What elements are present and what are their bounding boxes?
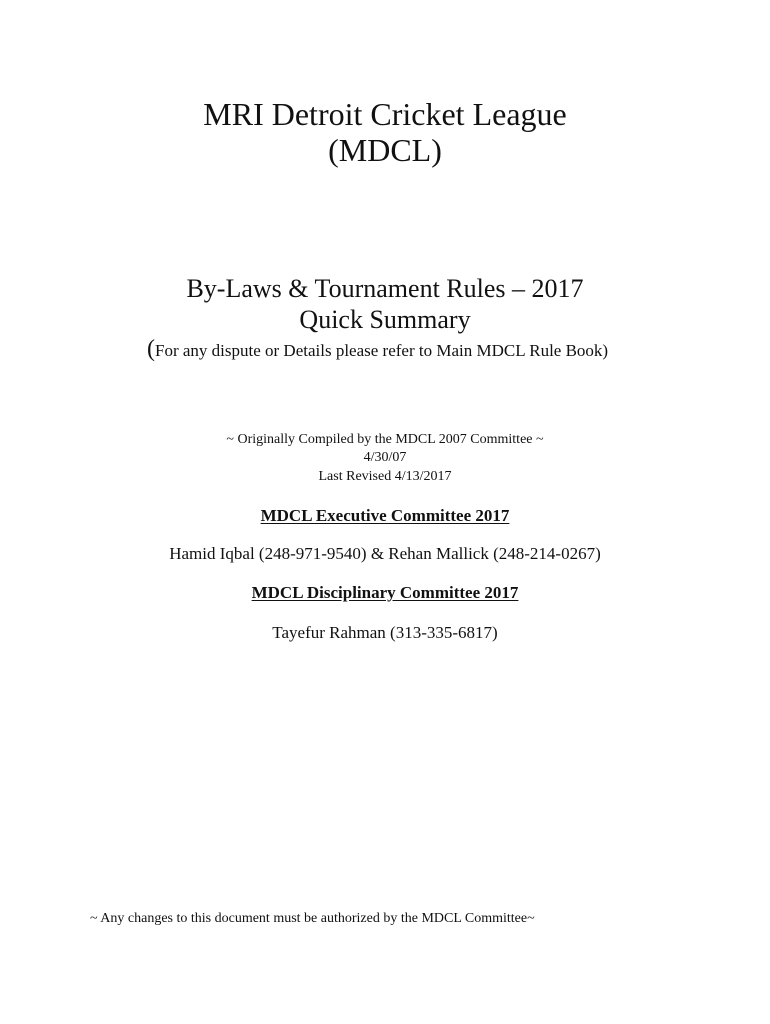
footer-note: ~ Any changes to this document must be authorized by the MDCL Committee~ xyxy=(90,911,535,926)
league-title: MRI Detroit Cricket League xyxy=(203,96,567,132)
rule-book-note-text: For any dispute or Details please refer to Main MDCL Rule Book) xyxy=(155,341,609,360)
rule-book-note-paren: ( xyxy=(147,336,155,362)
league-abbreviation: (MDCL) xyxy=(328,132,442,168)
compiled-date: 4/30/07 xyxy=(363,450,407,465)
rules-subtitle: Quick Summary xyxy=(299,305,471,334)
executive-committee-members: Hamid Iqbal (248-971-9540) & Rehan Mallick (248-214-0267) xyxy=(169,544,601,563)
rules-title: By-Laws & Tournament Rules – 2017 xyxy=(186,274,584,303)
disciplinary-committee-members: Tayefur Rahman (313-335-6817) xyxy=(272,623,498,642)
rule-book-note xyxy=(147,337,608,361)
disciplinary-committee-heading: MDCL Disciplinary Committee 2017 xyxy=(251,583,519,602)
executive-committee-heading: MDCL Executive Committee 2017 xyxy=(260,506,510,525)
last-revised: Last Revised 4/13/2017 xyxy=(318,469,452,484)
compiled-by: ~ Originally Compiled by the MDCL 2007 Committee ~ xyxy=(226,432,544,447)
